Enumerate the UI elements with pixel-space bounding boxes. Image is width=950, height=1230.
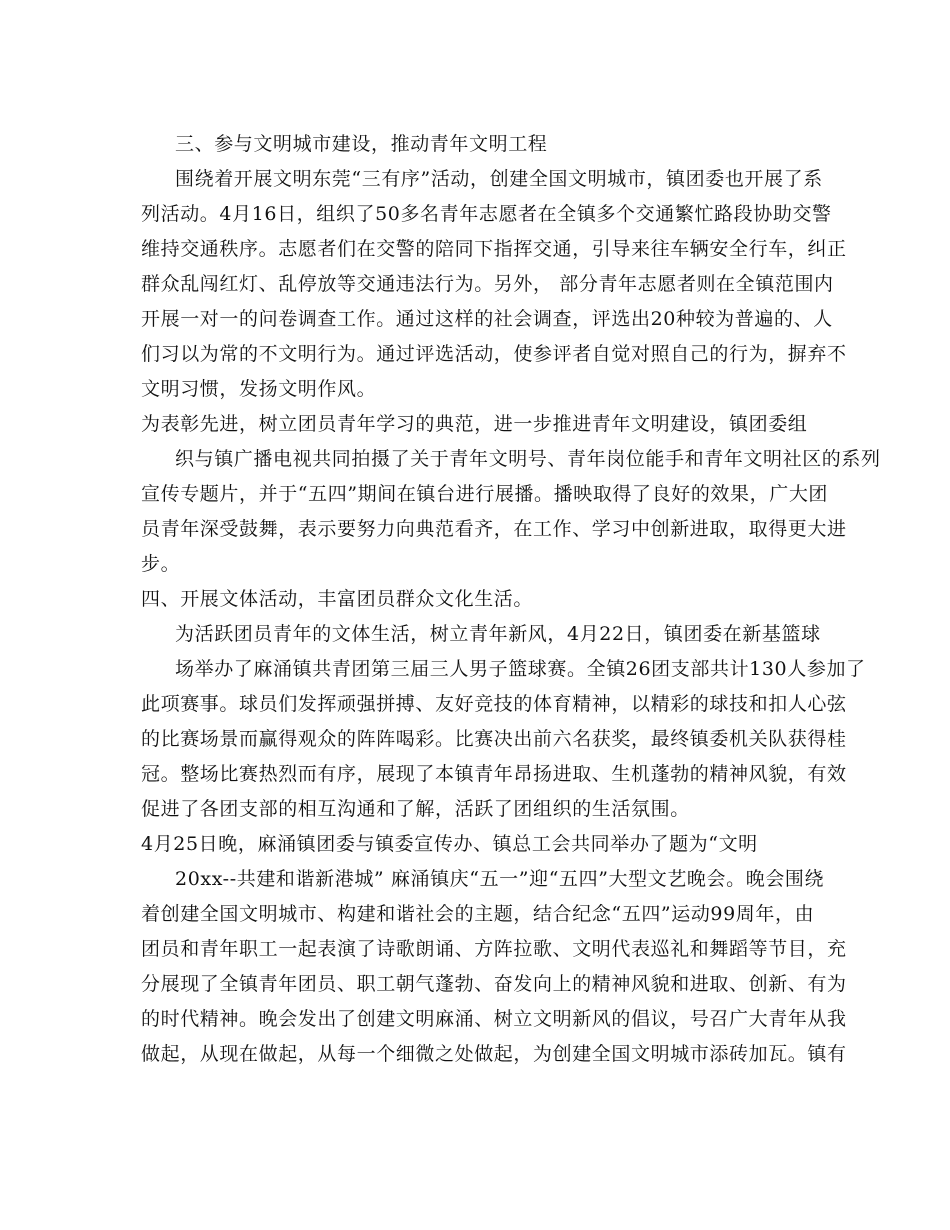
paragraph-line: 冠。整场比赛热烈而有序，展现了本镇青年昂扬进取、生机蓬勃的精神风貌，有效 xyxy=(141,763,847,785)
paragraph-line: 维持交通秩序。志愿者们在交警的陪同下指挥交通，引导来往车辆安全行车，纠正 xyxy=(141,238,847,260)
paragraph-line: 员青年深受鼓舞，表示要努力向典范看齐，在工作、学习中创新进取，取得更大进 xyxy=(141,518,847,540)
paragraph-line: 此项赛事。球员们发挥顽强拼搏、友好竞技的体育精神，以精彩的球技和扣人心弦 xyxy=(141,693,847,715)
paragraph-line: 分展现了全镇青年团员、职工朝气蓬勃、奋发向上的精神风貌和进取、创新、有为 xyxy=(141,973,847,995)
section-heading-3: 三、参与文明城市建设，推动青年文明工程 xyxy=(175,133,548,155)
paragraph-line: 促进了各团支部的相互沟通和了解，活跃了团组织的生活氛围。 xyxy=(141,798,690,820)
paragraph-line: 围绕着开展文明东莞“三有序”活动，创建全国文明城市，镇团委也开展了系 xyxy=(175,168,823,190)
paragraph-line: 的时代精神。晚会发出了创建文明麻涌、树立文明新风的倡议，号召广大青年从我 xyxy=(141,1008,847,1030)
paragraph-line: 为表彰先进，树立团员青年学习的典范，进一步推进青年文明建设，镇团委组 xyxy=(141,413,808,435)
paragraph-line: 做起，从现在做起，从每一个细微之处做起，为创建全国文明城市添砖加瓦。镇有 xyxy=(141,1043,847,1065)
paragraph-line: 文明习惯，发扬文明作风。 xyxy=(141,378,377,400)
paragraph-line: 20xx--共建和谐新港城” 麻涌镇庆“五一”迎“五四”大型文艺晚会。晚会围绕 xyxy=(175,868,825,890)
paragraph-line: 团员和青年职工一起表演了诗歌朗诵、方阵拉歌、文明代表巡礼和舞蹈等节目，充 xyxy=(141,938,847,960)
paragraph-line: 织与镇广播电视共同拍摄了关于青年文明号、青年岗位能手和青年文明社区的系列 xyxy=(175,448,881,470)
paragraph-line: 步。 xyxy=(141,553,181,575)
paragraph-line: 四、开展文体活动，丰富团员群众文化生活。 xyxy=(141,588,534,610)
section-heading-4: 为活跃团员青年的文体生活，树立青年新风，4月22日，镇团委在新基篮球 xyxy=(175,623,821,645)
paragraph-line: 4月25日晚，麻涌镇团委与镇委宣传办、镇总工会共同举办了题为“文明 xyxy=(141,833,758,855)
paragraph-line: 开展一对一的问卷调查工作。通过这样的社会调查，评选出20种较为普遍的、人 xyxy=(141,308,833,330)
paragraph-line: 列活动。4月16日，组织了50多名青年志愿者在全镇多个交通繁忙路段协助交警 xyxy=(141,203,832,225)
paragraph-line: 们习以为常的不文明行为。通过评选活动，使参评者自觉对照自己的行为，摒弃不 xyxy=(141,343,847,365)
paragraph-line: 群众乱闯红灯、乱停放等交通违法行为。另外， 部分青年志愿者则在全镇范围内 xyxy=(141,273,834,295)
paragraph-line: 的比赛场景而赢得观众的阵阵喝彩。比赛决出前六名获奖，最终镇委机关队获得桂 xyxy=(141,728,847,750)
paragraph-line: 宣传专题片，并于“五四”期间在镇台进行展播。播映取得了良好的效果，广大团 xyxy=(141,483,829,505)
paragraph-line: 场举办了麻涌镇共青团第三届三人男子篮球赛。全镇26团支部共计130人参加了 xyxy=(175,658,866,680)
paragraph-line: 着创建全国文明城市、构建和谐社会的主题，结合纪念“五四”运动99周年，由 xyxy=(141,903,815,925)
